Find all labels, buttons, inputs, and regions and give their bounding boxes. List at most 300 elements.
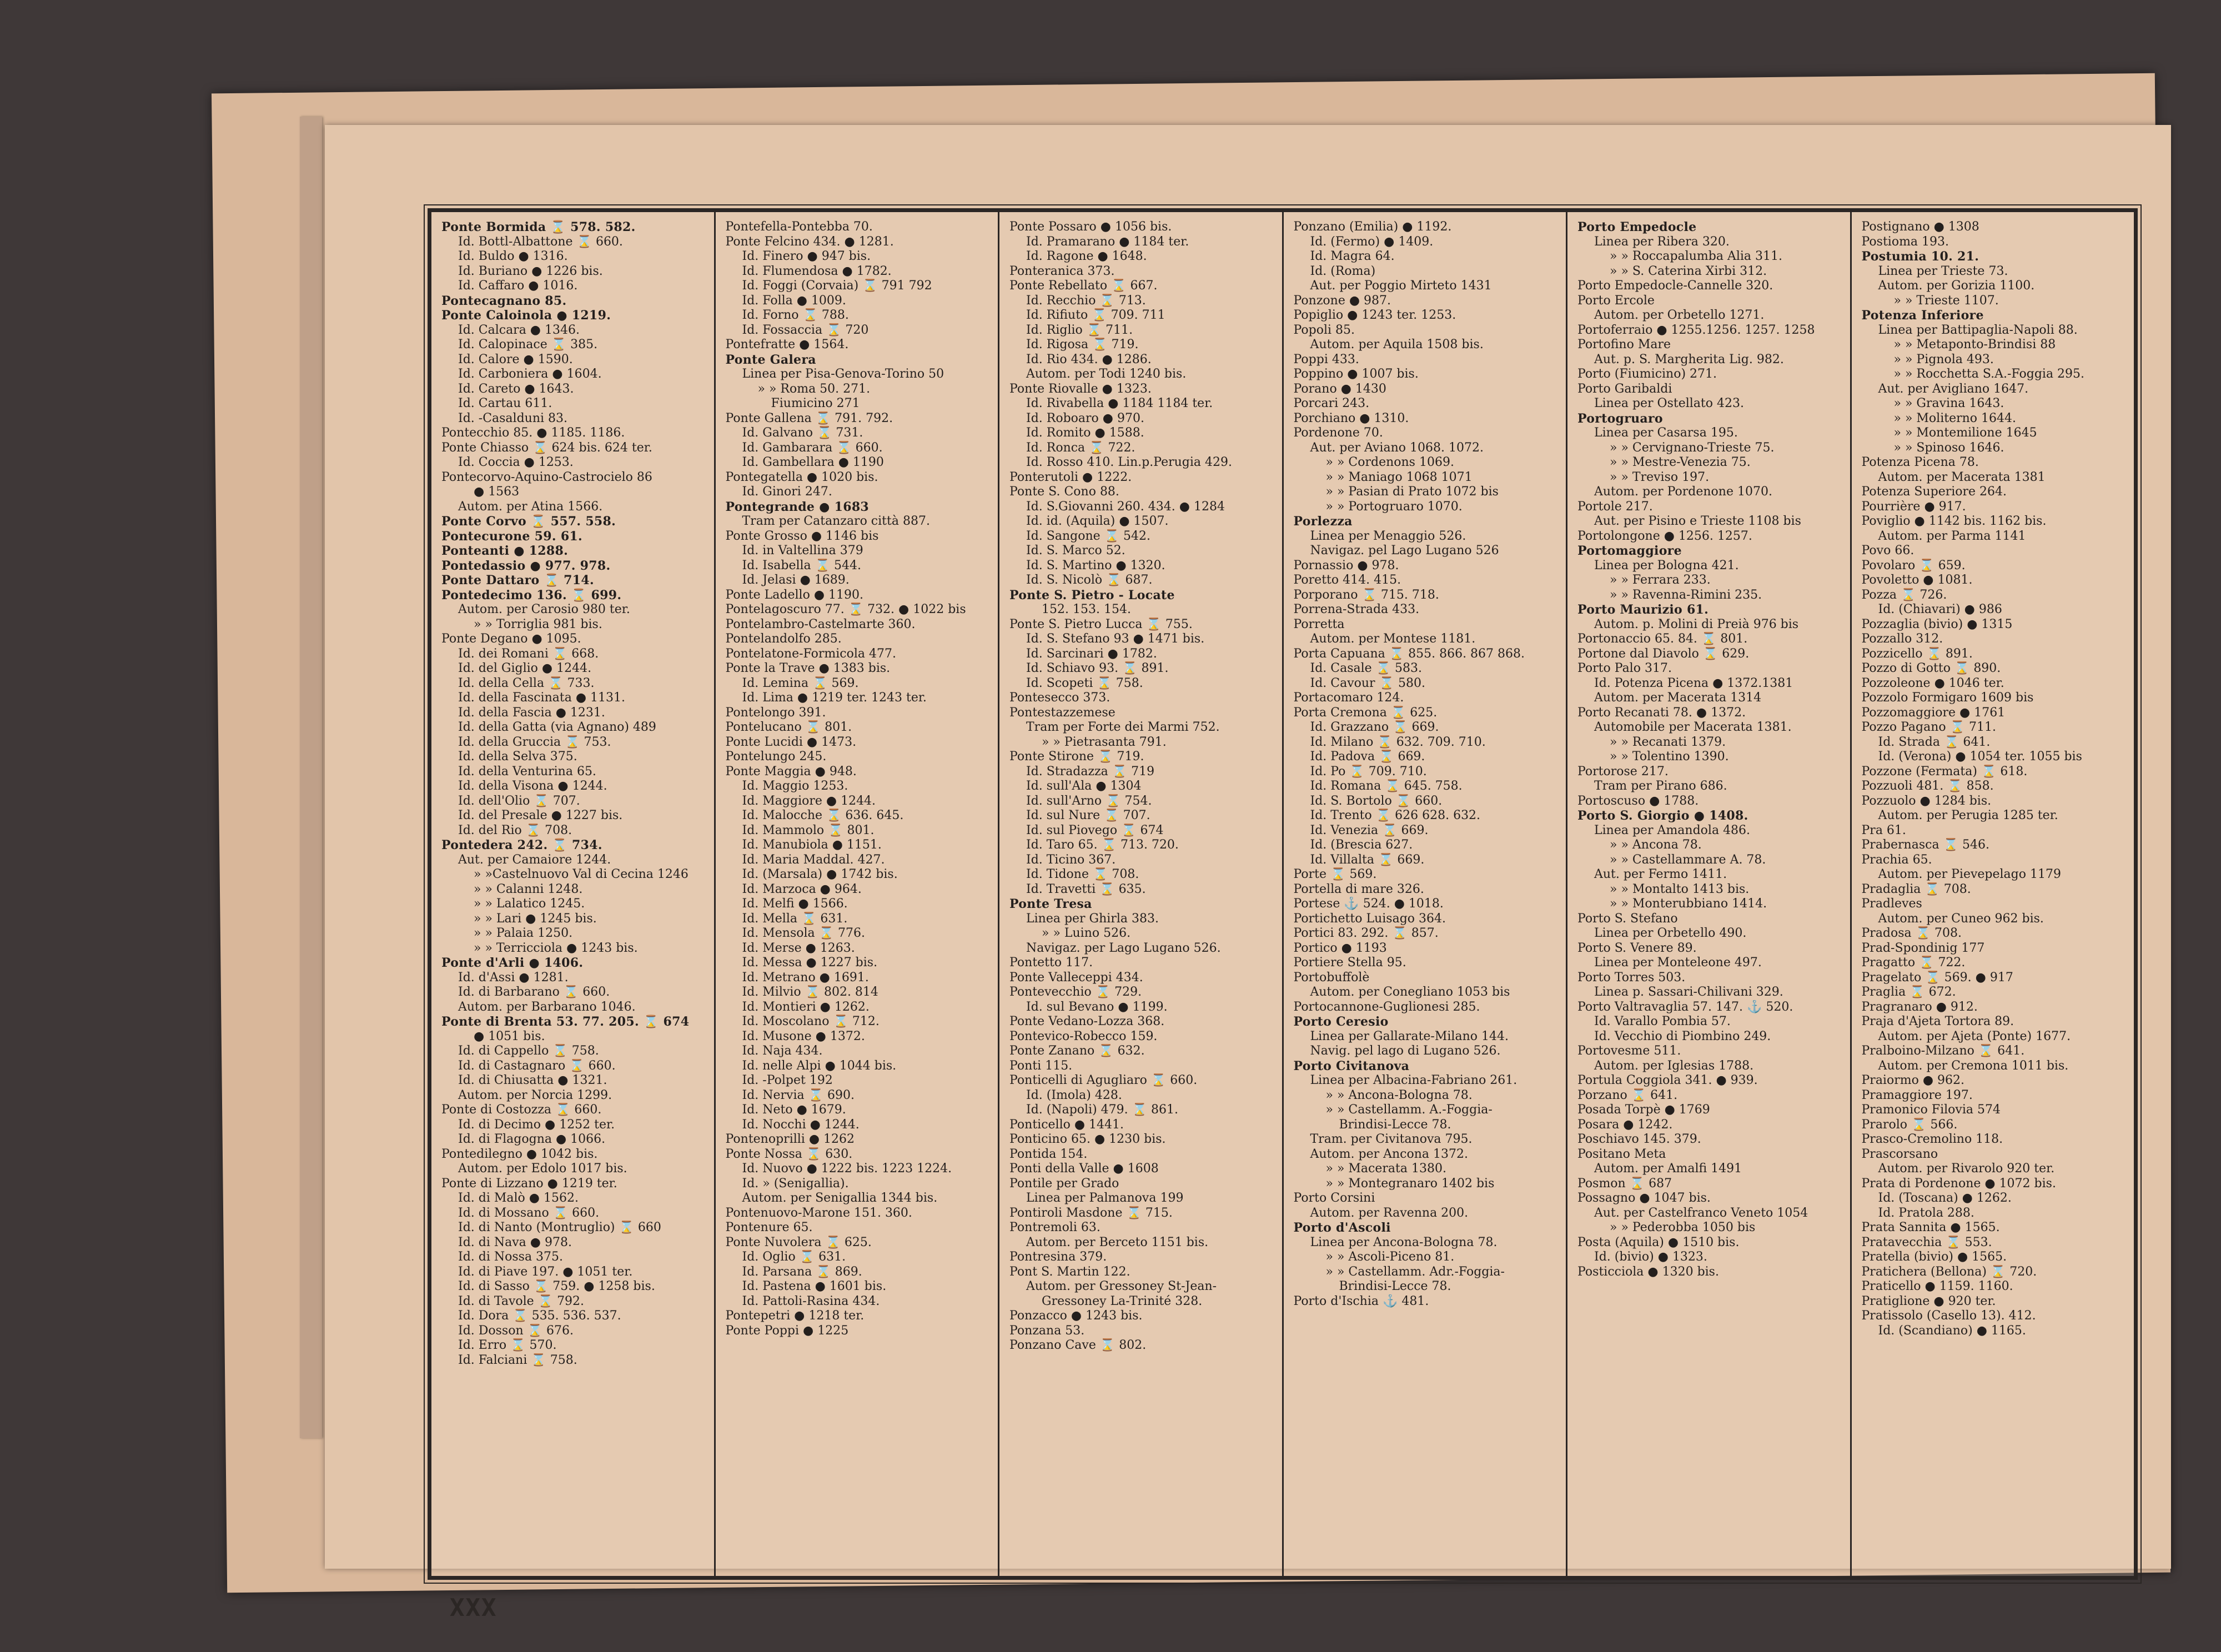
index-entry: Autom. per Gorizia 1100. — [1878, 279, 2035, 293]
index-entry: Pontremoli 63. — [1009, 1221, 1101, 1234]
index-entry: » » Pietrasanta 791. — [1042, 735, 1167, 749]
index-entry: Tram per Forte dei Marmi 752. — [1026, 720, 1220, 734]
index-entry: Id. Rivabella ● 1184 1184 ter. — [1026, 396, 1213, 410]
index-entry: Linea per Ostellato 423. — [1594, 396, 1744, 410]
index-entry: Pozzone (Fermata) ⌛ 618. — [1861, 764, 2028, 779]
index-entry: Id. Naja 434. — [742, 1044, 823, 1058]
index-entry: Id. Gambellara ● 1190 — [742, 455, 884, 469]
index-entry: Ponte Gallena ⌛ 791. 792. — [725, 411, 893, 425]
index-entry: » » S. Caterina Xirbi 312. — [1610, 264, 1767, 278]
index-entry: Id. di Chiusatta ● 1321. — [458, 1073, 607, 1087]
index-entry: » » Moliterno 1644. — [1893, 411, 2017, 425]
index-entry: » » Portogruaro 1070. — [1325, 499, 1463, 514]
index-entry: Pontetto 117. — [1009, 956, 1093, 970]
index-entry: Navigaz. per Lago Lugano 526. — [1026, 941, 1221, 955]
index-entry: Autom. per Conegliano 1053 bis — [1310, 985, 1510, 999]
index-entry: Id. Trento ⌛ 626 628. 632. — [1310, 809, 1481, 822]
index-entry: Portomaggiore — [1577, 544, 1682, 558]
index-entry: Porto Ercole — [1577, 293, 1655, 308]
index-entry: Id. della Gatta (via Agnano) 489 — [458, 720, 656, 734]
index-entry: Autom. per Iglesias 1788. — [1594, 1058, 1754, 1073]
index-entry: Id. (bivio) ● 1323. — [1594, 1250, 1707, 1264]
index-entry: Id. Mensola ⌛ 776. — [742, 926, 866, 940]
index-entry: Pontenoprilli ● 1262 — [725, 1132, 855, 1146]
index-entry: Porto Empedocle-Cannelle 320. — [1577, 279, 1773, 293]
index-entry: Porto d'Ischia ⚓ 481. — [1293, 1294, 1429, 1308]
index-entry: Ponticino 65. ● 1230 bis. — [1009, 1132, 1166, 1146]
index-entry: Autom. per Senigallia 1344 bis. — [742, 1191, 938, 1205]
index-entry: Porto Maurizio 61. — [1577, 602, 1709, 617]
index-entry: Id. Lemina ⌛ 569. — [742, 676, 859, 690]
index-entry: Ponzano (Emilia) ● 1192. — [1293, 220, 1452, 234]
index-entry: Id. Foggi (Corvaia) ⌛ 791 792 — [742, 279, 932, 293]
index-entry: » » Cordenons 1069. — [1325, 455, 1454, 469]
index-entry: » »Castelnuovo Val di Cecina 1246 — [474, 867, 689, 881]
index-entry: Porto Corsini — [1293, 1191, 1375, 1205]
index-entry: Ponte Galera — [725, 352, 816, 367]
index-entry: Ponte Possaro ● 1056 bis. — [1009, 220, 1172, 234]
index-entry: Pratella (bivio) ● 1565. — [1861, 1250, 2007, 1264]
index-entry: Pontenuovo-Marone 151. 360. — [725, 1206, 912, 1220]
index-entry: Id. di Barbarano ⌛ 660. — [458, 985, 610, 999]
index-entry: Id. Rio 434. ● 1286. — [1026, 352, 1152, 366]
index-entry: Autom. per Cremona 1011 bis. — [1878, 1058, 2069, 1073]
index-entry: Pozzoleone ● 1046 ter. — [1861, 676, 2004, 690]
index-entry: Id. Schiavo 93. ⌛ 891. — [1026, 661, 1169, 675]
index-entry: Id. Scopeti ⌛ 758. — [1026, 676, 1143, 690]
index-entry: Id. Sarcinari ● 1782. — [1026, 646, 1157, 661]
index-entry: Pontelucano ⌛ 801. — [725, 720, 852, 734]
index-entry: Pontecurone 59. 61. — [441, 529, 582, 544]
index-entry: Id. Musone ● 1372. — [742, 1029, 865, 1043]
index-entry: Povolaro ⌛ 659. — [1861, 558, 1966, 573]
index-entry: Poppi 433. — [1293, 352, 1359, 366]
index-entry: Ponte di Lizzano ● 1219 ter. — [441, 1176, 617, 1191]
index-entry: Pontestazzemese — [1009, 705, 1115, 720]
index-entry: Id. in Valtellina 379 — [742, 544, 863, 558]
index-entry: Pradosa ⌛ 708. — [1861, 926, 1962, 940]
index-entry: Autom. per Pordenone 1070. — [1594, 485, 1772, 499]
index-entry: Id. Buriano ● 1226 bis. — [458, 264, 603, 278]
index-entry: Id. Cartau 611. — [458, 396, 552, 410]
index-entry: Pornassio ● 978. — [1293, 558, 1399, 573]
index-entry: Id. Dora ⌛ 535. 536. 537. — [458, 1309, 621, 1323]
index-entry: Ponte Riovalle ● 1323. — [1009, 381, 1152, 396]
index-entry: Id. d'Assi ● 1281. — [458, 970, 569, 985]
index-entry: Autom. p. Molini di Preià 976 bis — [1594, 617, 1799, 631]
index-entry: Pontegatella ● 1020 bis. — [725, 470, 878, 484]
index-entry: Id. del Rio ⌛ 708. — [458, 823, 572, 837]
index-entry: Portiere Stella 95. — [1293, 956, 1406, 970]
index-entry: Ponte Ladello ● 1190. — [725, 588, 863, 602]
index-entry: » » Treviso 197. — [1610, 470, 1710, 484]
index-entry: Id. Tidone ⌛ 708. — [1026, 867, 1139, 881]
index-entry: Pourrière ● 917. — [1861, 499, 1966, 514]
index-entry: Id. (Brescia 627. — [1310, 838, 1413, 852]
index-entry: » » Ascoli-Piceno 81. — [1325, 1250, 1455, 1264]
index-entry: Ponte Lucidi ● 1473. — [725, 735, 857, 749]
index-entry: Ponteranica 373. — [1009, 264, 1115, 278]
index-entry: Prata di Pordenone ● 1072 bis. — [1861, 1176, 2056, 1191]
index-entry: Autom. per Carosio 980 ter. — [458, 602, 630, 616]
index-entry: Id. Fossaccia ⌛ 720 — [742, 323, 869, 337]
index-entry: Id. Sangone ⌛ 542. — [1026, 529, 1150, 543]
index-entry: Gressoney La-Trinité 328. — [1042, 1294, 1203, 1308]
page-number: XXX — [450, 1594, 498, 1622]
index-entry: Portolongone ● 1256. 1257. — [1577, 529, 1752, 543]
index-entry: Posara ● 1242. — [1577, 1117, 1673, 1132]
index-entry: Id. Maria Maddal. 427. — [742, 852, 885, 867]
index-entry: Prascorsano — [1861, 1147, 1938, 1161]
index-entry: Pozzuolo ● 1284 bis. — [1861, 794, 1992, 808]
index-entry: Id. della Venturina 65. — [458, 764, 596, 779]
index-entry: Id. Finero ● 947 bis. — [742, 249, 871, 263]
index-entry: Pontedera 242. ⌛ 734. — [441, 838, 602, 852]
index-entry: Aut. per Aviano 1068. 1072. — [1310, 440, 1484, 455]
index-entry: Id. Travetti ⌛ 635. — [1026, 882, 1146, 896]
index-entry: Id. Magra 64. — [1310, 249, 1395, 263]
index-entry: Id. Venezia ⌛ 669. — [1310, 823, 1429, 837]
index-entry: Ponte Zanano ⌛ 632. — [1009, 1044, 1145, 1058]
index-entry: Pontelagoscuro 77. ⌛ 732. ● 1022 bis — [725, 602, 966, 616]
index-entry: Pontevico-Robecco 159. — [1009, 1029, 1158, 1043]
index-entry: Id. Jelasi ● 1689. — [742, 573, 850, 587]
index-entry: Autom. per Ajeta (Ponte) 1677. — [1878, 1029, 2071, 1043]
index-entry: Praiormo ● 962. — [1861, 1073, 1965, 1087]
index-entry: Aut. p. S. Margherita Lig. 982. — [1594, 352, 1784, 366]
index-entry: Ponteanti ● 1288. — [441, 544, 569, 558]
index-entry: Ponte Stirone ⌛ 719. — [1009, 750, 1144, 764]
index-entry: Id. della Cella ⌛ 733. — [458, 676, 595, 690]
index-entry: Pozza ⌛ 726. — [1861, 588, 1947, 602]
index-entry: Autom. per Orbetello 1271. — [1594, 308, 1765, 322]
index-entry: Pragelato ⌛ 569. ● 917 — [1861, 970, 2013, 985]
index-entry: Id. Bottl-Albattone ⌛ 660. — [458, 234, 623, 249]
index-entry: Id. Casale ⌛ 583. — [1310, 661, 1423, 675]
index-entry: Portoferraio ● 1255.1256. 1257. 1258 — [1577, 323, 1815, 337]
index-entry: Autom. per Rivarolo 920 ter. — [1878, 1162, 2055, 1176]
index-entry: Autom. per Aquila 1508 bis. — [1310, 338, 1484, 352]
index-entry: » » Ancona 78. — [1610, 838, 1702, 852]
index-entry: » » Castellamm. Adr.-Foggia- — [1325, 1264, 1505, 1279]
index-entry: Porta Cremona ⌛ 625. — [1293, 705, 1438, 720]
index-entry: Linea per Casarsa 195. — [1594, 426, 1738, 440]
index-entry: Ponzano Cave ⌛ 802. — [1009, 1338, 1147, 1352]
index-entry: » » Gravina 1643. — [1893, 396, 2004, 410]
index-entry: Ponte Nossa ⌛ 630. — [725, 1147, 853, 1161]
index-entry: Posmon ⌛ 687 — [1577, 1176, 1672, 1191]
index-entry: Id. (Marsala) ● 1742 bis. — [742, 867, 898, 881]
index-entry: Aut. per Camaiore 1244. — [458, 852, 611, 867]
index-entry: Id. Melfi ● 1566. — [742, 897, 848, 911]
index-entry: Ponte Nuvolera ⌛ 625. — [725, 1235, 872, 1249]
index-entry: Linea per Palmanova 199 — [1026, 1191, 1184, 1205]
index-entry: Ponte di Costozza ⌛ 660. — [441, 1103, 602, 1117]
index-entry: Ponte S. Pietro Lucca ⌛ 755. — [1009, 617, 1193, 631]
index-entry: Id. (Verona) ● 1054 ter. 1055 bis — [1878, 750, 2082, 764]
index-entry: Portichetto Luisago 364. — [1293, 911, 1446, 926]
index-entry: Aut. per Poggio Mirteto 1431 — [1310, 279, 1492, 293]
index-entry: » » Castellammare A. 78. — [1610, 852, 1766, 867]
index-entry: Pontelongo 391. — [725, 705, 826, 720]
index-entry: Ponte Corvo ⌛ 557. 558. — [441, 514, 616, 529]
index-entry: Posticciola ● 1320 bis. — [1577, 1264, 1719, 1279]
index-entry: Porcari 243. — [1293, 396, 1370, 410]
index-entry: Linea per Battipaglia-Napoli 88. — [1878, 323, 2078, 337]
index-entry: » » Terricciola ● 1243 bis. — [474, 941, 638, 955]
index-entry: Prasco-Cremolino 118. — [1861, 1132, 2003, 1146]
index-entry: Id. Villalta ⌛ 669. — [1310, 852, 1425, 867]
index-entry: Id. della Selva 375. — [458, 750, 577, 764]
index-column-5 — [1567, 212, 1852, 1576]
index-entry: Id. della Visona ● 1244. — [458, 779, 607, 793]
index-entry: Praglia ⌛ 672. — [1861, 985, 1956, 999]
index-entry: Linea per Amandola 486. — [1594, 823, 1751, 837]
index-entry: Ponte Degano ● 1095. — [441, 632, 581, 646]
index-entry: Poretto 414. 415. — [1293, 573, 1401, 587]
index-entry: Pozzo di Gotto ⌛ 890. — [1861, 661, 2001, 675]
index-entry: Ponte Bormida ⌛ 578. 582. — [441, 220, 636, 234]
index-entry: Postignano ● 1308 — [1861, 220, 1979, 234]
index-entry: Ponte S. Cono 88. — [1009, 485, 1119, 499]
index-entry: Id. Mammolo ⌛ 801. — [742, 823, 875, 837]
index-entry: Id. Vecchio di Piombino 249. — [1594, 1029, 1771, 1043]
index-entry: Id. Maggio 1253. — [742, 779, 848, 793]
index-entry: Pontedecimo 136. ⌛ 699. — [441, 588, 622, 602]
index-entry: Linea per Orbetello 490. — [1594, 926, 1747, 940]
index-entry: » » Pignola 493. — [1893, 352, 1994, 366]
index-entry: Porto Palo 317. — [1577, 661, 1672, 675]
index-entry: » » Metaponto-Brindisi 88 — [1893, 338, 2056, 352]
index-entry: Portovesme 511. — [1577, 1044, 1681, 1058]
index-entry: Id. (Chiavari) ● 986 — [1878, 602, 2002, 616]
index-entry: Ponticello ● 1441. — [1009, 1117, 1124, 1132]
index-entry: Praja d'Ajeta Tortora 89. — [1861, 1015, 2014, 1028]
index-entry: Id. Pramarano ● 1184 ter. — [1026, 234, 1189, 249]
index-entry: Pozzicello ⌛ 891. — [1861, 646, 1973, 661]
index-entry: Autom. per Edolo 1017 bis. — [458, 1162, 627, 1176]
index-entry: Linea per Gallarate-Milano 144. — [1310, 1029, 1509, 1043]
index-entry: Id. Pastena ● 1601 bis. — [742, 1279, 887, 1293]
index-entry: Navig. pel lago di Lugano 526. — [1310, 1044, 1501, 1058]
index-entry: Id. di Cappello ⌛ 758. — [458, 1044, 599, 1058]
index-entry: Ponticelli di Agugliaro ⌛ 660. — [1009, 1073, 1198, 1087]
index-entry: » » Recanati 1379. — [1610, 735, 1726, 749]
index-entry: Potenza Superiore 264. — [1861, 485, 2007, 499]
index-entry: Ponti della Valle ● 1608 — [1009, 1162, 1159, 1176]
index-entry: Poviglio ● 1142 bis. 1162 bis. — [1861, 514, 2047, 528]
index-entry: Id. Varallo Pombia 57. — [1594, 1015, 1731, 1028]
index-entry: Id. di Malò ● 1562. — [458, 1191, 579, 1205]
index-entry: Brindisi-Lecce 78. — [1339, 1117, 1451, 1132]
index-entry: Id. Calcara ● 1346. — [458, 323, 580, 337]
index-entry: Aut. per Avigliano 1647. — [1878, 381, 2029, 396]
index-entry: Pradaglia ⌛ 708. — [1861, 882, 1971, 896]
index-entry: Id. Ginori 247. — [742, 485, 832, 499]
index-entry: Id. Grazzano ⌛ 669. — [1310, 720, 1439, 734]
index-entry: Portogruaro — [1577, 411, 1663, 426]
index-entry: Id. Messa ● 1227 bis. — [742, 956, 878, 970]
index-entry: Linea per Ghirla 383. — [1026, 911, 1159, 926]
index-entry: Id. (Scandiano) ● 1165. — [1878, 1323, 2026, 1338]
index-entry: Pontecagnano 85. — [441, 293, 567, 308]
index-entry: Porto d'Ascoli — [1293, 1221, 1391, 1235]
index-entry: » » Roma 50. 271. — [757, 381, 871, 396]
index-entry: Porto Torres 503. — [1577, 970, 1686, 985]
index-entry: Pragranaro ● 912. — [1861, 1000, 1978, 1014]
index-entry: Ponte Tresa — [1009, 897, 1092, 911]
index-entry: Prad-Spondinig 177 — [1861, 941, 1985, 955]
index-entry: Pozzallo 312. — [1861, 632, 1943, 646]
index-entry: ● 1051 bis. — [474, 1029, 545, 1043]
index-entry: Pra 61. — [1861, 823, 1906, 837]
index-entry: Id. di Nava ● 978. — [458, 1235, 572, 1249]
index-entry: Linea per Pisa-Genova-Torino 50 — [742, 367, 944, 381]
index-entry: Pozzo Pagano ⌛ 711. — [1861, 720, 1996, 734]
index-entry: Id. Roboaro ● 970. — [1026, 411, 1144, 425]
index-entry: » » Pasian di Prato 1072 bis — [1325, 485, 1499, 499]
index-entry: Autom. per Montese 1181. — [1310, 632, 1476, 646]
index-entry: Popiglio ● 1243 ter. 1253. — [1293, 308, 1456, 322]
index-entry: Id. (Fermo) ● 1409. — [1310, 234, 1434, 249]
index-entry: Autom. per Macerata 1381 — [1878, 470, 2046, 484]
index-entry: Pratiglione ● 920 ter. — [1861, 1294, 1996, 1308]
index-entry: Autom. per Macerata 1314 — [1594, 691, 1762, 705]
index-entry: Ponte Felcino 434. ● 1281. — [725, 234, 894, 249]
index-entry: Tram per Pirano 686. — [1594, 779, 1727, 793]
index-entry: Portorose 217. — [1577, 764, 1669, 779]
index-entry: Id. di Nossa 375. — [458, 1250, 564, 1264]
index-entry: Id. della Fascinata ● 1131. — [458, 691, 625, 705]
index-entry: Id. Mella ⌛ 631. — [742, 911, 848, 926]
index-entry: Id. del Giglio ● 1244. — [458, 661, 592, 675]
index-entry: Pontresina 379. — [1009, 1250, 1107, 1264]
index-entry: Porto (Fiumicino) 271. — [1577, 367, 1717, 381]
index-entry: Ponti 115. — [1009, 1058, 1073, 1073]
index-entry: » » Ferrara 233. — [1610, 573, 1711, 587]
index-entry: Id. di Flagogna ● 1066. — [458, 1132, 606, 1146]
index-entry: Id. -Polpet 192 — [742, 1073, 833, 1087]
index-entry: Id. -Casalduni 83. — [458, 411, 568, 425]
index-entry: Id. id. (Aquila) ● 1507. — [1026, 514, 1169, 528]
index-entry: Ponte la Trave ● 1383 bis. — [725, 661, 891, 675]
index-entry: Navigaz. pel Lago Lugano 526 — [1310, 544, 1499, 558]
index-entry: Autom. per Todi 1240 bis. — [1026, 367, 1187, 381]
index-entry: Id. Careto ● 1643. — [458, 381, 574, 396]
index-entry: Id. Ragone ● 1648. — [1026, 249, 1147, 263]
index-entry: Pontelambro-Castelmarte 360. — [725, 617, 916, 631]
index-entry: Linea per Monteleone 497. — [1594, 956, 1762, 970]
index-entry: Id. S. Bortolo ⌛ 660. — [1310, 794, 1443, 808]
index-entry: Id. Taro 65. ⌛ 713. 720. — [1026, 838, 1179, 852]
index-entry: Pontedassio ● 977. 978. — [441, 558, 611, 573]
index-entry: Povoletto ● 1081. — [1861, 573, 1973, 587]
index-entry: Poppino ● 1007 bis. — [1293, 367, 1419, 381]
index-entry: Autom. per Pievepelago 1179 — [1878, 867, 2061, 881]
index-entry: Porto Ceresio — [1293, 1015, 1389, 1029]
index-entry: Potenza Picena 78. — [1861, 455, 1979, 469]
index-entry: Ponte S. Pietro - Locate — [1009, 588, 1175, 602]
index-entry: Id. sul Bevano ● 1199. — [1026, 1000, 1168, 1014]
index-entry: » » Maniago 1068 1071 — [1325, 470, 1473, 484]
index-entry: Postioma 193. — [1861, 234, 1949, 249]
index-entry: Id. sul Nure ⌛ 707. — [1026, 809, 1150, 822]
index-entry: Pozzuoli 481. ⌛ 858. — [1861, 779, 1994, 793]
index-entry: » » Luino 526. — [1042, 926, 1131, 940]
index-table — [428, 208, 2138, 1580]
index-entry: Pontiroli Masdone ⌛ 715. — [1009, 1206, 1173, 1220]
index-entry: » » Torriglia 981 bis. — [474, 617, 602, 631]
index-entry: Linea per Menaggio 526. — [1310, 529, 1466, 543]
index-entry: Id. Pratola 288. — [1878, 1206, 1974, 1220]
index-entry: Ponte d'Arli ● 1406. — [441, 956, 584, 970]
index-entry: » » Lalatico 1245. — [474, 897, 585, 911]
index-entry: Id. S.Giovanni 260. 434. ● 1284 — [1026, 499, 1225, 514]
index-entry: » » Montegranaro 1402 bis — [1325, 1176, 1495, 1191]
index-entry: ● 1563 — [474, 485, 520, 499]
index-entry: » » Ravenna-Rimini 235. — [1610, 588, 1762, 602]
index-entry: Id. Malocche ⌛ 636. 645. — [742, 809, 904, 822]
index-entry: Autom. per Amalfi 1491 — [1594, 1162, 1742, 1176]
index-entry: Porto Garibaldi — [1577, 381, 1672, 396]
index-entry: Portonaccio 65. 84. ⌛ 801. — [1577, 632, 1748, 646]
page-stack-edge — [300, 117, 322, 1438]
index-entry: » » Tolentino 1390. — [1610, 750, 1729, 764]
index-entry: Id. (Toscana) ● 1262. — [1878, 1191, 2012, 1205]
index-entry: Possagno ● 1047 bis. — [1577, 1191, 1711, 1205]
index-entry: Porto S. Giorgio ● 1408. — [1577, 809, 1748, 823]
index-entry: Pragatto ⌛ 722. — [1861, 956, 1966, 970]
index-entry: Prabernasca ⌛ 546. — [1861, 838, 1989, 852]
index-entry: Id. Metrano ● 1691. — [742, 970, 869, 985]
index-entry: » » Monterubbiano 1414. — [1610, 897, 1767, 911]
index-entry: Pratavecchia ⌛ 553. — [1861, 1235, 1992, 1249]
index-entry: Pratichera (Bellona) ⌛ 720. — [1861, 1264, 2037, 1279]
index-entry: Id. Pattoli-Rasina 434. — [742, 1294, 880, 1308]
index-entry: Automobile per Macerata 1381. — [1594, 720, 1792, 734]
index-entry: Pontecorvo-Aquino-Castrocielo 86 — [441, 470, 652, 484]
index-entry: Aut. per Castelfranco Veneto 1054 — [1594, 1206, 1808, 1220]
index-entry: Ponte Chiasso ⌛ 624 bis. 624 ter. — [441, 440, 652, 455]
index-entry: Portella di mare 326. — [1293, 882, 1424, 896]
index-entry: Id. S. Martino ● 1320. — [1026, 558, 1165, 573]
index-entry: Ponte Maggia ● 948. — [725, 764, 857, 779]
index-entry: Pontelandolfo 285. — [725, 632, 842, 646]
index-entry: Id. Caffaro ● 1016. — [458, 279, 578, 293]
index-entry: Ponte Rebellato ⌛ 667. — [1009, 279, 1158, 293]
index-entry: Pontenure 65. — [725, 1221, 813, 1234]
index-entry: Id. » (Senigallia). — [742, 1176, 849, 1191]
index-entry: Id. Padova ⌛ 669. — [1310, 750, 1425, 764]
index-entry: Id. Strada ⌛ 641. — [1878, 735, 1991, 749]
index-entry: Autom. per Cuneo 962 bis. — [1878, 911, 2044, 926]
index-entry: Porto Civitanova — [1293, 1058, 1410, 1073]
index-entry: Portone dal Diavolo ⌛ 629. — [1577, 646, 1750, 661]
index-entry: Postumia 10. 21. — [1861, 249, 1979, 264]
index-entry: Id. Romana ⌛ 645. 758. — [1310, 779, 1463, 793]
index-entry: Autom. per Atina 1566. — [458, 499, 603, 514]
index-entry: Id. Erro ⌛ 570. — [458, 1338, 557, 1352]
index-entry: Id. Carboniera ● 1604. — [458, 367, 602, 381]
index-entry: Portoscuso ● 1788. — [1577, 794, 1699, 808]
index-entry: Id. Gambarara ⌛ 660. — [742, 440, 883, 455]
index-entry: Id. Parsana ⌛ 869. — [742, 1264, 862, 1279]
index-entry: Linea per Albacina-Fabriano 261. — [1310, 1073, 1517, 1087]
index-entry: Poschiavo 145. 379. — [1577, 1132, 1701, 1146]
index-column-6 — [1852, 212, 2134, 1576]
index-entry: Portese ⚓ 524. ● 1018. — [1293, 897, 1444, 911]
index-entry: » » Trieste 1107. — [1893, 293, 1999, 308]
